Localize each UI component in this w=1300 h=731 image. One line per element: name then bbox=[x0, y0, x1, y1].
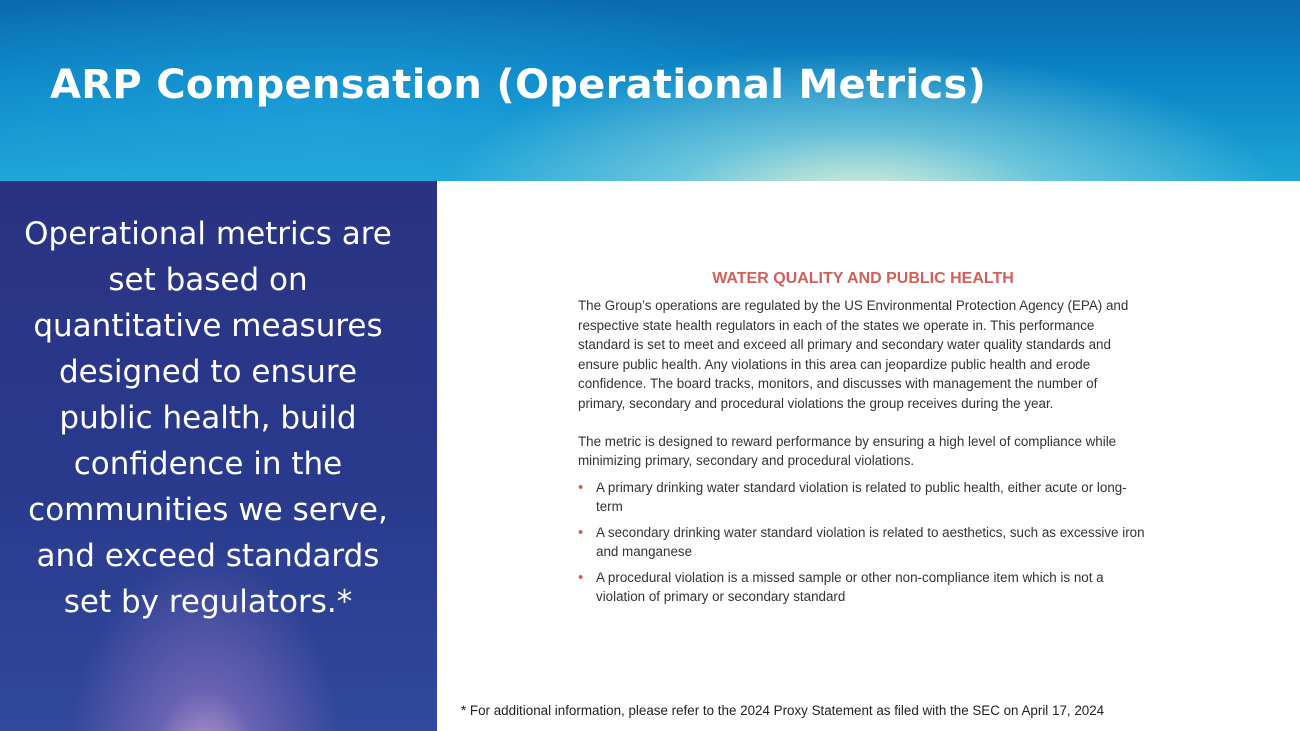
list-item-text: A primary drinking water standard violation is related to public health, either acute or long-term bbox=[596, 479, 1127, 514]
list-item-text: A secondary drinking water standard violation is related to aesthetics, such as excessive iron and manganese bbox=[596, 524, 1145, 559]
left-panel bbox=[0, 181, 437, 731]
paragraph-metric: The metric is designed to reward performance by ensuring a high level of compliance while minimizing primary, secondary and procedural violations. bbox=[578, 433, 1117, 469]
list-item-text: A procedural violation is a missed sample or other non-compliance item which is not a violation of primary or secondary standard bbox=[596, 569, 1104, 604]
footnote: * For additional information, please refer to the 2024 Proxy Statement as filed with the SEC on April 17, 2024 bbox=[461, 703, 1105, 718]
violation-list bbox=[578, 478, 1148, 606]
list-item bbox=[578, 523, 1148, 561]
list-item bbox=[578, 478, 1148, 516]
list-item bbox=[578, 568, 1148, 606]
bullet-dot-icon: • bbox=[578, 523, 584, 541]
bullet-dot-icon: • bbox=[578, 478, 584, 496]
left-panel-text: Operational metrics are set based on quantitative measures designed to ensure public health, build confidence in the communities we serve, and exceed standards set by regulators.* bbox=[24, 216, 392, 620]
page-title: ARP Compensation (Operational Metrics) bbox=[50, 62, 987, 108]
main-content bbox=[578, 270, 1148, 613]
section-heading: WATER QUALITY AND PUBLIC HEALTH bbox=[712, 270, 1014, 287]
header-banner bbox=[0, 0, 1300, 181]
bullet-dot-icon: • bbox=[578, 568, 584, 586]
paragraph-regulation: The Group’s operations are regulated by the US Environmental Protection Agency (EPA) and respective state health regulators in each of the states we operate in. This performance standard is set to meet and exceed all primary and secondary water quality standards and ensure public health. Any violations in this area can jeopardize public health and erode confidence. The board tracks, monitors, and discusses with management the number of primary, secondary and procedural violations the group receives during the year. bbox=[578, 298, 1129, 411]
